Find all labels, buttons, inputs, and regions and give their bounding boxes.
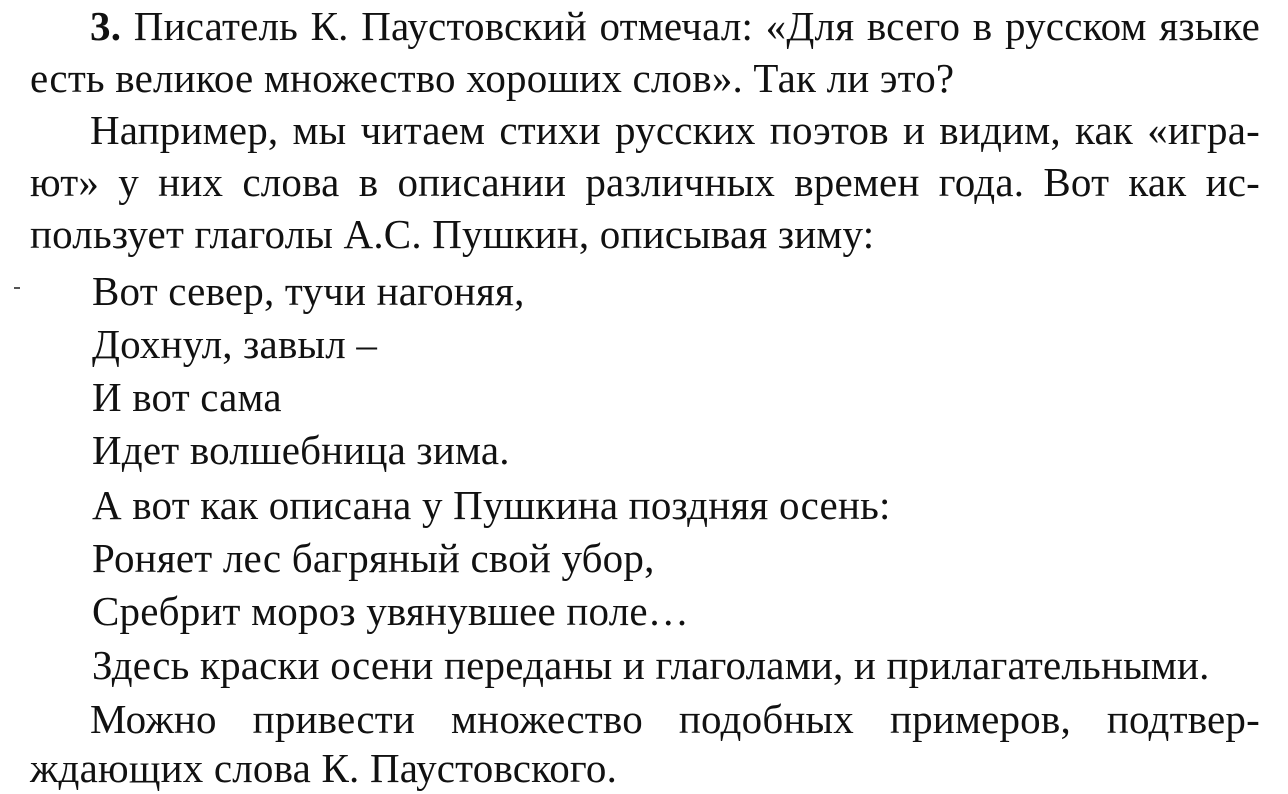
verse-winter-line-1: Вот север, тучи нагоняя, (92, 268, 525, 314)
paragraph1-line-3: пользует глаголы А.С. Пушкин, описывая зиму: (30, 211, 875, 257)
task-number: 3. (90, 3, 122, 49)
paragraph1-line-1: Например, мы читаем стихи русских поэтов и видим, как «игра- (90, 107, 1260, 153)
conclusion-line-1: Можно привести множество подобных примеров, подтвер- (90, 696, 1260, 742)
verse-winter-line-2: Дохнул, завыл – (92, 321, 378, 367)
comment-line: Здесь краски осени переданы и глаголами, и прилагательными. (92, 642, 1210, 688)
verse-winter-line-4: Идет волшебница зима. (92, 427, 510, 473)
task-intro-text: Писатель К. Паустовский отмечал: «Для всего в русском языке (133, 3, 1260, 49)
conclusion-line-2: ждающих слова К. Паустовского. (30, 745, 618, 791)
task-intro-line-2: есть великое множество хороших слов». Так ли это? (30, 55, 955, 101)
verse-autumn-line-2: Сребрит мороз увянувшее поле… (92, 588, 689, 634)
task-intro-line-1 (90, 0, 1260, 52)
verse-winter-line-3: И вот сама (92, 374, 282, 420)
paragraph1-line-2: ют» у них слова в описании различных времен года. Вот как ис- (30, 159, 1260, 205)
scan-speck (14, 287, 20, 289)
autumn-intro: А вот как описана у Пушкина поздняя осень: (92, 482, 891, 528)
verse-autumn-line-1: Роняет лес багряный свой убор, (92, 535, 655, 581)
